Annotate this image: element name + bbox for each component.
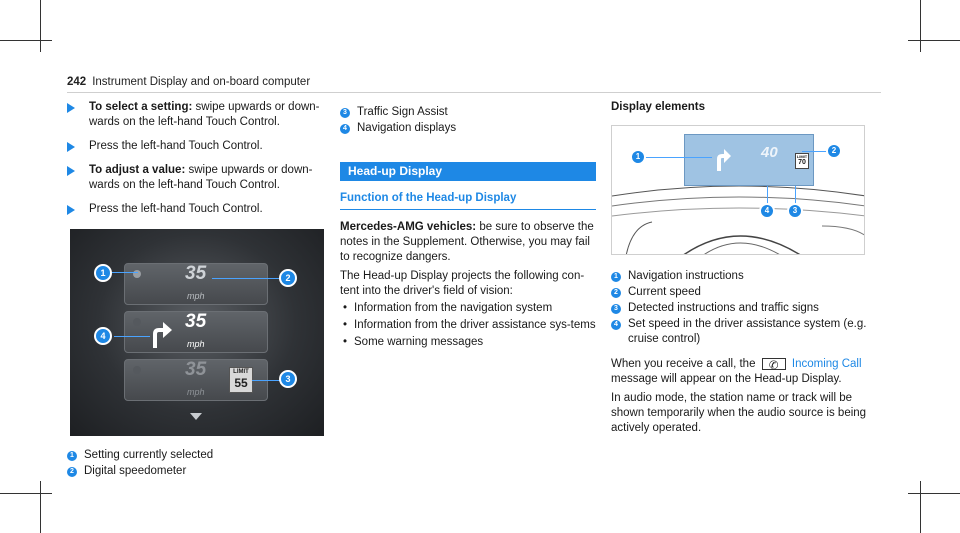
- legend-number: 3: [611, 304, 621, 314]
- turn-arrow-icon: [147, 318, 173, 348]
- section-title-bar: Head-up Display: [340, 162, 596, 181]
- list-item: • Information from the navigation system: [340, 301, 596, 316]
- arrow-icon: [67, 142, 75, 152]
- step-item: [67, 163, 327, 193]
- legend-number: 1: [67, 451, 77, 461]
- instrument-cluster-image: [70, 229, 324, 436]
- hud-content-list: [340, 301, 596, 350]
- hud-callout-1: 1: [630, 149, 646, 165]
- hud-callout-2: 2: [826, 143, 842, 159]
- speed-unit: mph: [187, 339, 205, 349]
- amg-note-bold: Mercedes-AMG vehicles:: [340, 221, 477, 233]
- hud-callout-3: 3: [787, 203, 803, 219]
- hud-callout-4: 4: [759, 203, 775, 219]
- callout-line: [252, 380, 282, 381]
- list-item: • Some warning messages: [340, 335, 596, 350]
- legend-text: Set speed in the driver assistance system (e.g. cruise control): [628, 318, 867, 345]
- call-text-before: When you receive a call, the: [611, 358, 756, 370]
- crop-mark: [0, 40, 52, 41]
- callout-line: [114, 336, 150, 337]
- incoming-call-note: [611, 357, 881, 387]
- header-rule: [67, 92, 881, 93]
- step-item: [67, 139, 327, 154]
- column-right: [611, 100, 881, 436]
- audio-mode-note: In audio mode, the station name or track will be shown temporarily when the audio source is being actively operated.: [611, 392, 867, 434]
- subsection-title: Function of the Head-up Display: [340, 191, 596, 210]
- legend-number: 1: [611, 272, 621, 282]
- step-text: swipe upwards or down-wards on the left-hand Touch Control.: [89, 101, 320, 128]
- step-text: swipe upwards or down-wards on the left-hand Touch Control.: [89, 164, 313, 191]
- incoming-call-link[interactable]: Incoming Call: [791, 358, 862, 370]
- crop-mark: [908, 493, 960, 494]
- crop-mark: [40, 481, 41, 533]
- call-text-after: message will appear on the Head-up Display.: [611, 373, 842, 385]
- step-item: [67, 202, 327, 217]
- setting-panel-navigation: [124, 311, 268, 353]
- legend-left: [67, 448, 327, 479]
- arrow-icon: [67, 103, 75, 113]
- legend-item: [340, 105, 596, 120]
- hud-intro: The Head-up Display projects the following con-tent into the driver's field of vision:: [340, 270, 585, 297]
- callout-4: 4: [94, 327, 112, 345]
- legend-item: [611, 301, 881, 316]
- speed-limit-sign: [229, 367, 253, 393]
- step-text: Press the left-hand Touch Control.: [89, 140, 263, 152]
- head-up-display-illustration: [611, 125, 865, 255]
- legend-number: 4: [611, 320, 621, 330]
- navigation-arrow-icon: [713, 147, 731, 171]
- phone-icon: ✆: [762, 358, 786, 370]
- step-bold: To select a setting:: [89, 101, 193, 113]
- arrow-icon: [67, 166, 75, 176]
- display-elements-legend: [611, 269, 881, 347]
- legend-item: [611, 269, 881, 284]
- display-elements-title: Display elements: [611, 101, 705, 113]
- step-bold: To adjust a value:: [89, 164, 186, 176]
- hud-limit-label: LIMIT: [796, 154, 808, 159]
- hud-projection: [684, 134, 814, 186]
- hud-limit-value: 70: [798, 159, 806, 166]
- crop-mark: [908, 40, 960, 41]
- page-number: 242: [67, 76, 87, 88]
- speed-value: 35: [185, 311, 207, 332]
- callout-line: [110, 272, 138, 273]
- legend-number: 4: [340, 124, 350, 134]
- speed-value: 35: [185, 263, 207, 284]
- limit-value: 55: [234, 376, 248, 390]
- column-middle: [340, 100, 596, 350]
- crop-mark: [0, 493, 52, 494]
- legend-text: Digital speedometer: [84, 465, 187, 477]
- column-left: [67, 100, 327, 480]
- legend-text: Setting currently selected: [84, 449, 214, 461]
- callout-line: [802, 151, 828, 152]
- callout-1: 1: [94, 264, 112, 282]
- limit-label: LIMIT: [233, 369, 249, 375]
- legend-item: [67, 464, 327, 479]
- legend-number: 2: [611, 288, 621, 298]
- callout-line: [644, 157, 712, 158]
- page-header: [67, 76, 310, 88]
- list-item: • Information from the driver assistance sys-tems: [340, 318, 596, 333]
- step-item: [67, 100, 327, 130]
- amg-note-text: be sure to observe the notes in the Supplement. Otherwise, you may fail to recognize dangers.: [340, 221, 594, 263]
- selection-knob-icon: [133, 366, 141, 374]
- legend-number: 2: [67, 467, 77, 477]
- page-title: Instrument Display and on-board computer: [92, 76, 311, 88]
- legend-item: [67, 448, 327, 463]
- hud-speed-value: 40: [761, 144, 778, 161]
- setting-panel-selected: [124, 263, 268, 305]
- speed-unit: mph: [187, 387, 205, 397]
- crop-mark: [40, 0, 41, 52]
- legend-item: [611, 285, 881, 300]
- callout-2: 2: [279, 269, 297, 287]
- crop-mark: [920, 0, 921, 52]
- legend-text: Navigation displays: [357, 122, 457, 134]
- callout-3: 3: [279, 370, 297, 388]
- crop-mark: [920, 481, 921, 533]
- arrow-icon: [67, 205, 75, 215]
- selection-knob-icon: [133, 318, 141, 326]
- amg-note: [340, 220, 596, 265]
- legend-item: [340, 121, 596, 136]
- legend-item: [611, 317, 881, 347]
- chevron-down-icon: [190, 413, 202, 420]
- callout-line: [212, 278, 282, 279]
- legend-number: 3: [340, 108, 350, 118]
- setting-panel-traffic-sign: [124, 359, 268, 401]
- speed-value: 35: [185, 359, 207, 380]
- legend-text: Navigation instructions: [628, 270, 744, 282]
- legend-text: Detected instructions and traffic signs: [628, 302, 819, 314]
- legend-text: Traffic Sign Assist: [357, 106, 448, 118]
- step-text: Press the left-hand Touch Control.: [89, 203, 263, 215]
- speed-unit: mph: [187, 291, 205, 301]
- legend-text: Current speed: [628, 286, 701, 298]
- hud-speed-limit-sign: [795, 153, 809, 169]
